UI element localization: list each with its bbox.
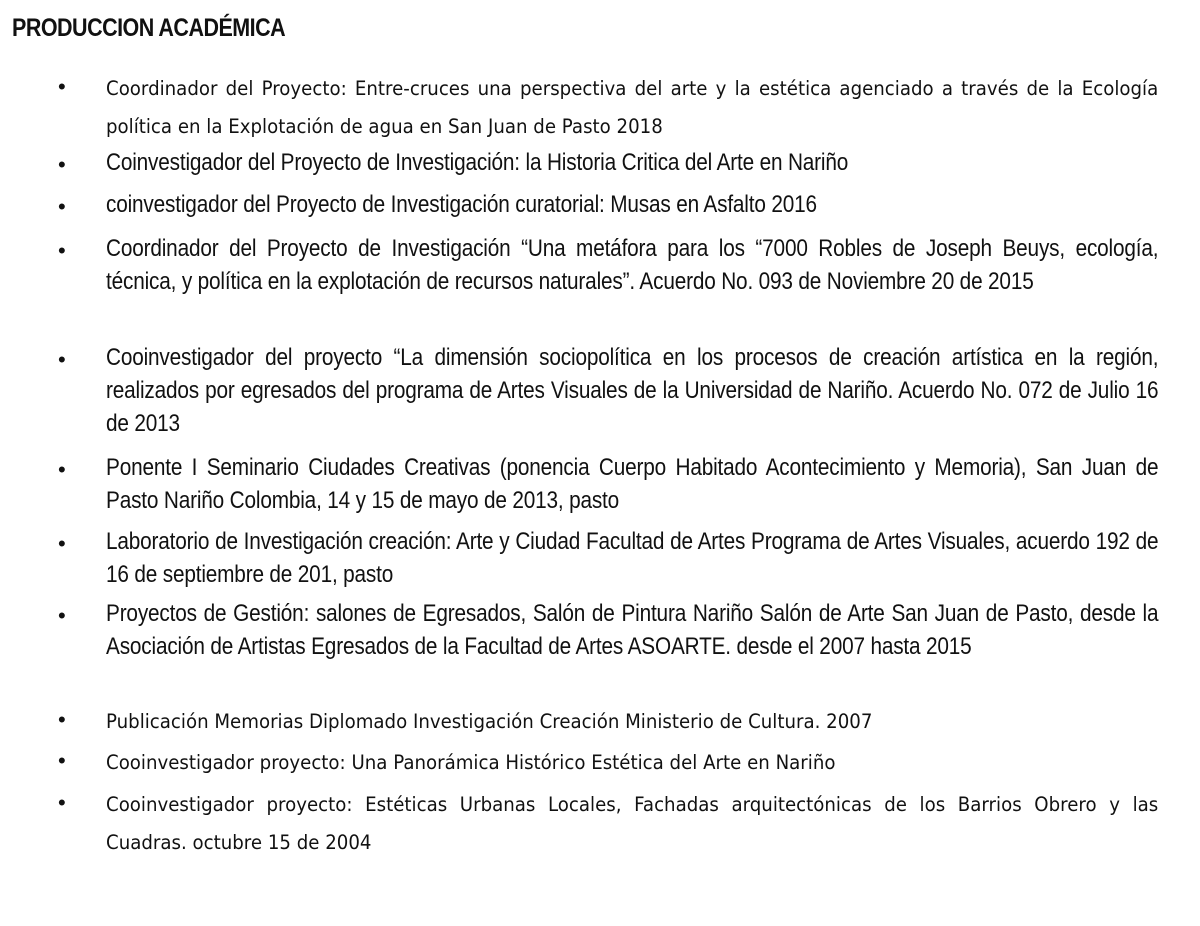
list-item-text: Coinvestigador del Proyecto de Investigación: la Historia Critica del Arte en Nariño bbox=[106, 149, 849, 176]
list-item-text: Ponente I Seminario Ciudades Creativas (ponencia Cuerpo Habitado Acontecimiento y Memoria), San Juan de Pasto Nariño Colombia, 14 y 15 de mayo de 2013, pasto bbox=[106, 454, 1159, 514]
list-item-text: coinvestigador del Proyecto de Investigación curatorial: Musas en Asfalto 2016 bbox=[106, 191, 817, 218]
list-item-text: Proyectos de Gestión: salones de Egresados, Salón de Pintura Nariño Salón de Arte San Juan de Pasto, desde la Asociación de Artistas Egresados de la Facultad de Artes ASOARTE. desde el 2007 hasta 2015 bbox=[106, 600, 1159, 660]
bullet-icon: • bbox=[58, 531, 66, 556]
list-item-text: Coordinador del Proyecto de Investigación “Una metáfora para los “7000 Robles de Joseph Beuys, ecología, técnica, y política en la explotación de recursos naturales”. Acuerdo No. 093 de Noviembre 20 de 2015 bbox=[106, 235, 1159, 295]
list-item-text: Publicación Memorias Diplomado Investigación Creación Ministerio de Cultura. 2007 bbox=[106, 710, 873, 733]
list-item-text: Cooinvestigador proyecto: Estéticas Urbanas Locales, Fachadas arquitectónicas de los Barrios Obrero y las Cuadras. octubre 15 de 2004 bbox=[106, 793, 1159, 854]
list-item-text: Cooinvestigador proyecto: Una Panorámica Histórico Estética del Arte en Nariño bbox=[106, 751, 836, 774]
bullet-icon: • bbox=[58, 790, 66, 815]
bullet-icon: • bbox=[58, 457, 66, 482]
bullet-icon: • bbox=[58, 347, 66, 372]
bullet-icon: • bbox=[58, 603, 66, 628]
section-heading: PRODUCCION ACADÉMICA bbox=[12, 14, 286, 42]
bullet-icon: • bbox=[58, 238, 66, 263]
list-item-text: Coordinador del Proyecto: Entre-cruces una perspectiva del arte y la estética agenciado a través de la Ecología política en la Explotación de agua en San Juan de Pasto 2018 bbox=[106, 77, 1159, 138]
list-item-text: Cooinvestigador del proyecto “La dimensión sociopolítica en los procesos de creación artística en la región, realizados por egresados del programa de Artes Visuales de la Universidad de Nariño. Acuerdo No. 072 de Julio 16 de 2013 bbox=[106, 344, 1159, 437]
bullet-icon: • bbox=[58, 707, 66, 732]
bullet-icon: • bbox=[58, 74, 66, 99]
bullet-icon: • bbox=[58, 748, 66, 773]
bullet-icon: • bbox=[58, 194, 66, 219]
list-item-text: Laboratorio de Investigación creación: Arte y Ciudad Facultad de Artes Programa de Artes Visuales, acuerdo 192 de 16 de septiembre de 201, pasto bbox=[106, 528, 1159, 588]
bullet-icon: • bbox=[58, 152, 66, 177]
